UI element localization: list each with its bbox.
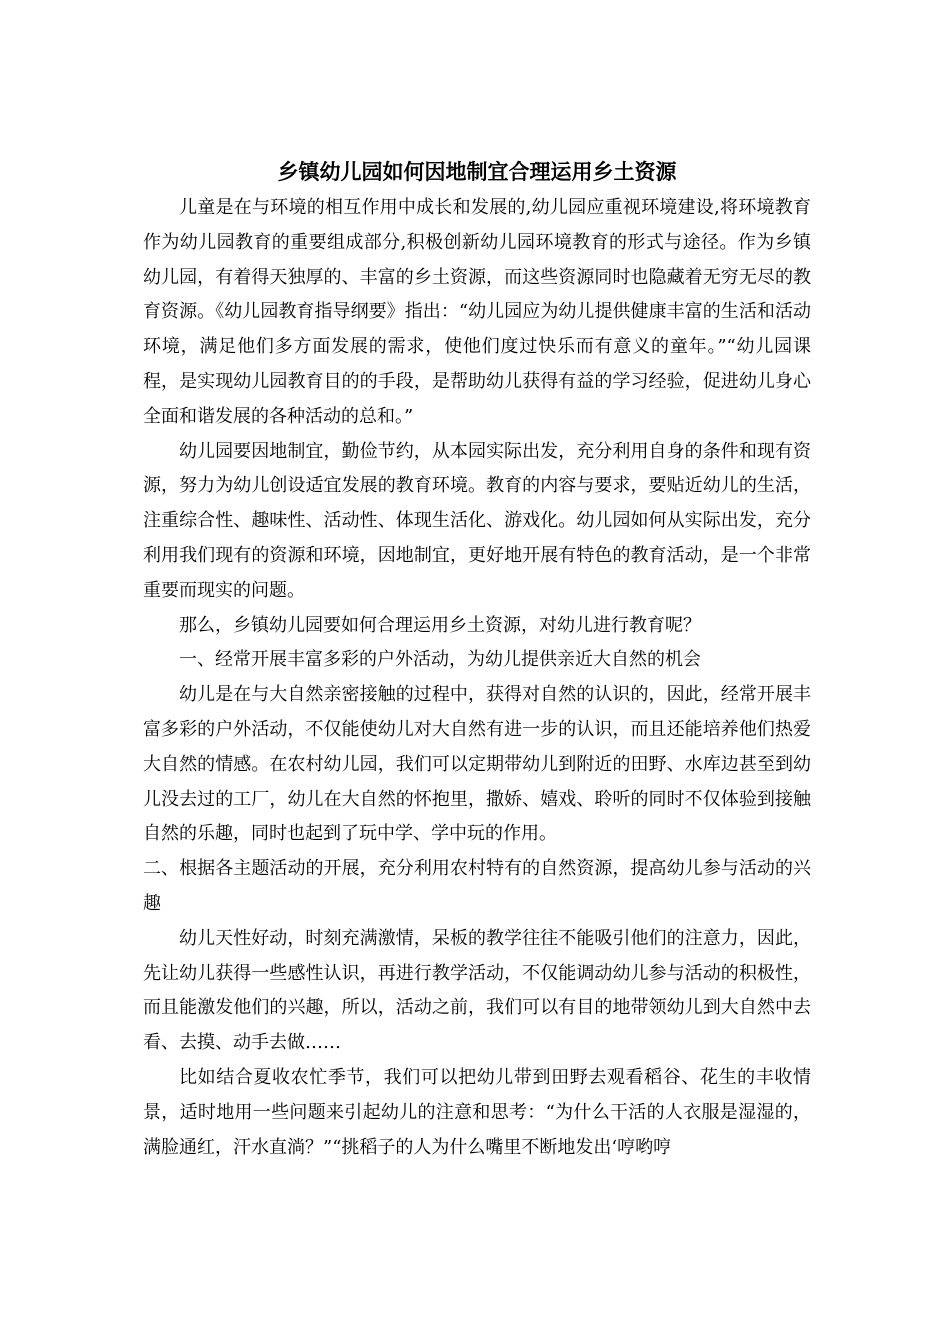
paragraph-interest: 幼儿天性好动，时刻充满激情，呆板的教学往往不能吸引他们的注意力，因此，先让幼儿获得一些感性认识，再进行教学活动，不仅能调动幼儿参与活动的积极性，而且能激发他们的兴趣，所以，活动之前，我们可以有目的地带领幼儿到大自然中去看、去摸、动手去做……: [143, 927, 811, 1054]
document-title: 乡镇幼儿园如何因地制宜合理运用乡土资源: [277, 160, 677, 184]
section-heading-2: 二、根据各主题活动的开展，充分利用农村特有的自然资源，提高幼儿参与活动的兴趣: [143, 858, 811, 914]
paragraph-question: 那么，乡镇幼儿园要如何合理运用乡土资源，对幼儿进行教育呢？: [179, 614, 701, 636]
section-heading-1: 一、经常开展丰富多彩的户外活动，为幼儿提供亲近大自然的机会: [179, 649, 701, 671]
paragraph-harvest-example: 比如结合夏收农忙季节，我们可以把幼儿带到田野去观看稻谷、花生的丰收情景，适时地用一些问题来引起幼儿的注意和思考：“为什么干活的人衣服是湿湿的，满脸通红，汗水直淌？”“挑稻子的人为什么嘴里不断地发出‘哼哟哼: [143, 1066, 811, 1158]
paragraph-outdoor-activities: 幼儿是在与大自然亲密接触的过程中，获得对自然的认识的，因此，经常开展丰富多彩的户外活动，不仅能使幼儿对大自然有进一步的认识，而且还能培养他们热爱大自然的情感。在农村幼儿园，我们可以定期带幼儿到附近的田野、水库边甚至到幼儿没去过的工厂，幼儿在大自然的怀抱里，撒娇、嬉戏、聆听的同时不仅体验到接触自然的乐趣，同时也起到了玩中学、学中玩的作用。: [143, 684, 811, 845]
document-page: [143, 157, 811, 1165]
paragraph-local-conditions: 幼儿园要因地制宜，勤俭节约，从本园实际出发，充分利用自身的条件和现有资源，努力为幼儿创设适宜发展的教育环境。教育的内容与要求，要贴近幼儿的生活，注重综合性、趣味性、活动性、体现生活化、游戏化。幼儿园如何从实际出发，充分利用我们现有的资源和环境，因地制宜，更好地开展有特色的教育活动，是一个非常重要而现实的问题。: [143, 440, 811, 601]
paragraph-intro: 儿童是在与环境的相互作用中成长和发展的,幼儿园应重视环境建设,将环境教育作为幼儿园教育的重要组成部分,积极创新幼儿园环境教育的形式与途径。作为乡镇幼儿园，有着得天独厚的、丰富的乡土资源，而这些资源同时也隐藏着无穷无尽的教育资源。《幼儿园教育指导纲要》指出：“幼儿园应为幼儿提供健康丰富的生活和活动环境，满足他们多方面发展的需求，使他们度过快乐而有意义的童年。”“幼儿园课程，是实现幼儿园教育目的的手段，是帮助幼儿获得有益的学习经验，促进幼儿身心全面和谐发展的各种活动的总和。”: [143, 197, 811, 427]
